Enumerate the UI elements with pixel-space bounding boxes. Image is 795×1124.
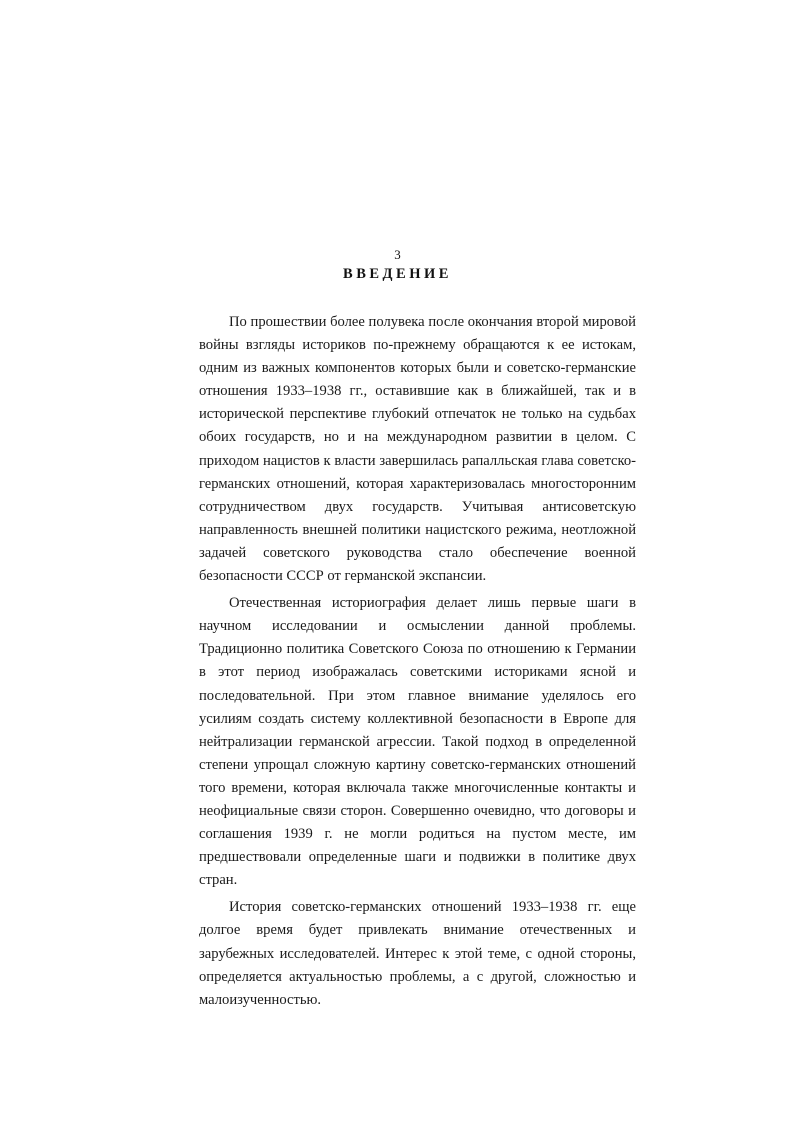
paragraph: Отечественная историография делает лишь первые шаги в научном исследовании и осмыслении данной проблемы. Традиционно политика Советского Союза по отношению к Германии в этот период изображалась советскими историками ясной и последовательной. При этом главное внимание уделялось его усилиям создать систему коллективной безопасности в Европе для нейтрализации германской агрессии. Такой подход в определенной степени упрощал сложную картину советско-германских отношений того времени, которая включала также многочисленные контакты и неофициальные связи сторон. Совершенно очевидно, что договоры и соглашения 1939 г. не могли родиться на пустом месте, им предшествовали определенные шаги и подвижки в политике двух стран. (199, 595, 636, 889)
page-title: ВВЕДЕНИЕ (343, 266, 452, 282)
page-number: 3 (394, 247, 401, 262)
body-text (199, 311, 636, 1016)
paragraph: По прошествии более полувека после окончания второй мировой войны взгляды историков по-прежнему обращаются к ее истокам, одним из важных компонентов которых были и советско-германские отношения 1933–1938 гг., оставившие как в ближайшей, так и в исторической перспективе глубокий отпечаток не только на судьбах обоих государств, но и на международном развитии в целом. С приходом нацистов к власти завершилась рапалльская глава советско-германских отношений, которая характеризовалась многосторонним сотрудничеством двух государств. Учитывая антисоветскую направленность внешней политики нацистского режима, неотложной задачей советского руководства стало обеспечение военной безопасности СССР от германской экспансии. (199, 314, 636, 585)
paragraph: История советско-германских отношений 1933–1938 гг. еще долгое время будет привлекать внимание отечественных и зарубежных исследователей. Интерес к этой теме, с одной стороны, определяется актуальностью проблемы, а с другой, сложностью и малоизученностью. (199, 899, 636, 1008)
